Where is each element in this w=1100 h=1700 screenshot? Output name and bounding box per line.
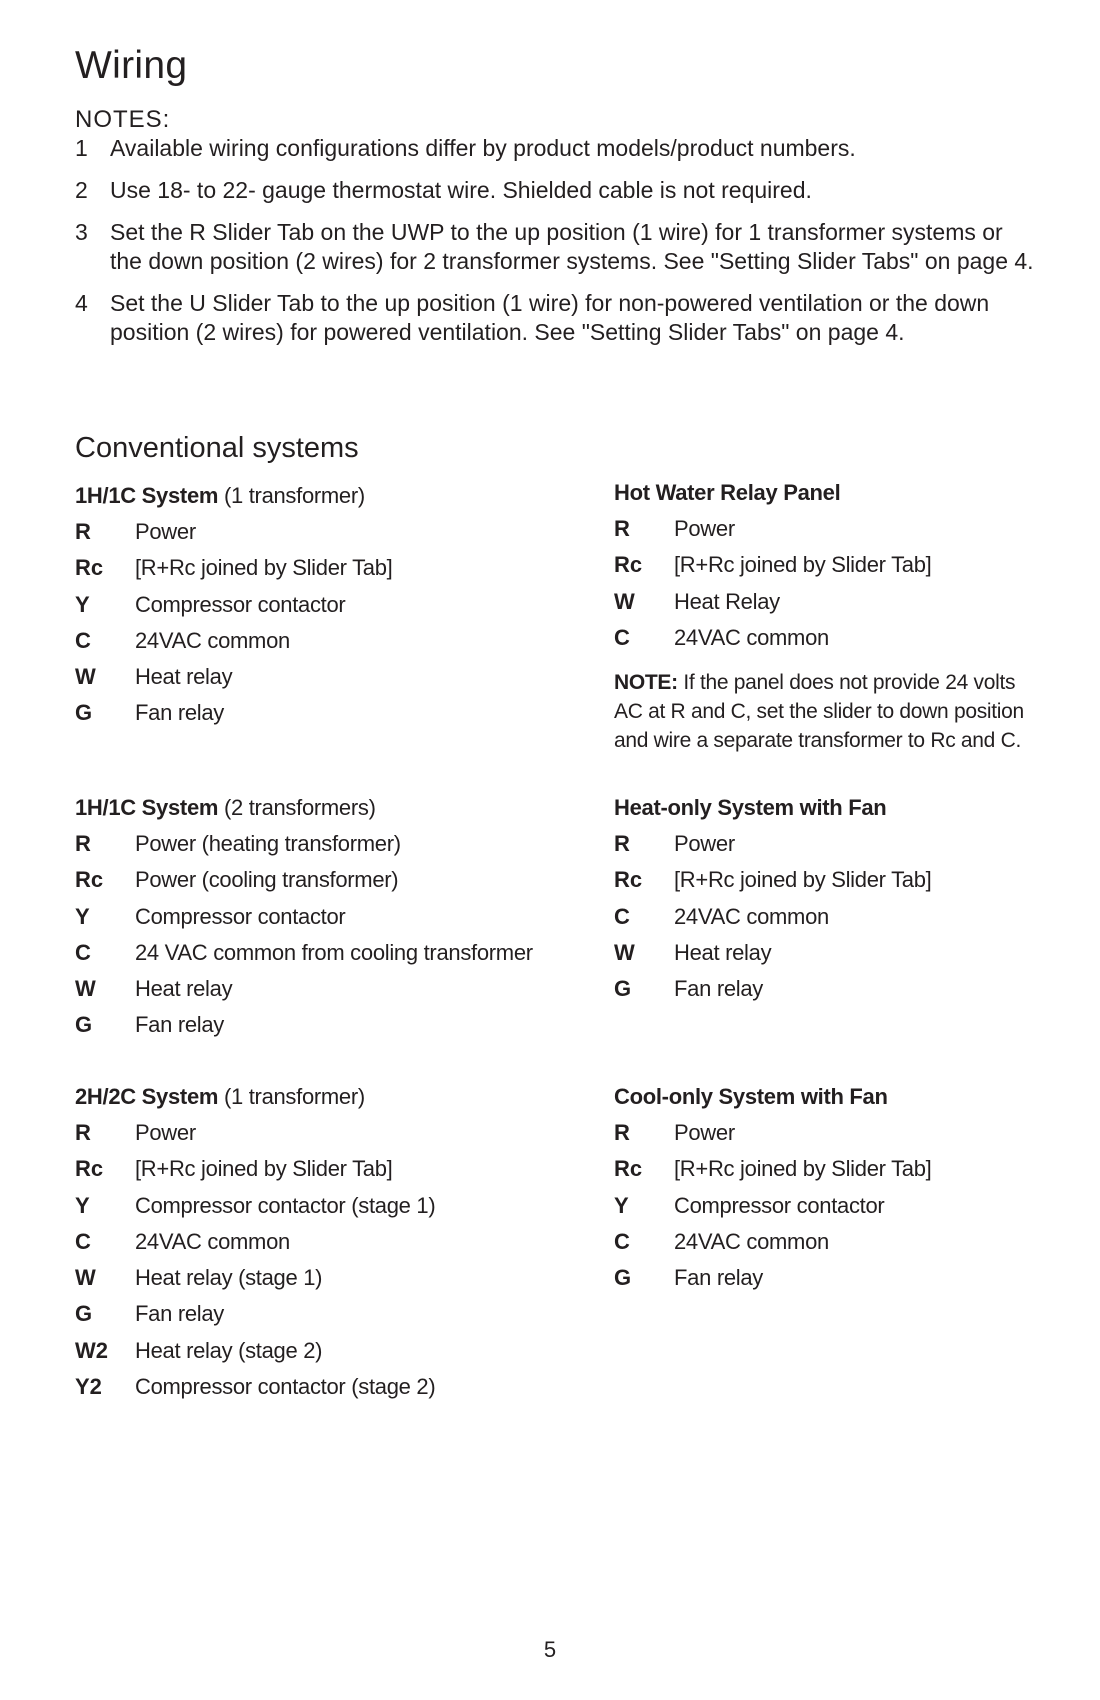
terminal-description: [R+Rc joined by Slider Tab]: [135, 1156, 393, 1182]
note-item: [75, 134, 1035, 163]
terminal-description: [R+Rc joined by Slider Tab]: [674, 867, 932, 893]
terminal-label: Rc: [614, 1156, 643, 1182]
wire-row: [614, 620, 1074, 656]
terminal-label: C: [614, 903, 630, 929]
note-number: 2: [75, 177, 88, 203]
terminal-label: G: [614, 1265, 632, 1291]
wire-row: [75, 899, 535, 935]
wire-row: [75, 587, 535, 623]
wire-row: [614, 584, 1074, 620]
terminal-description: 24 VAC common from cooling transformer: [135, 939, 533, 965]
system-title: 1H/1C System (1 transformer): [75, 483, 365, 508]
terminal-description: Power: [135, 1120, 196, 1145]
terminal-description: Compressor contactor (stage 1): [135, 1192, 436, 1218]
terminal-description: Power: [135, 519, 196, 544]
terminal-description: Fan relay: [674, 1265, 764, 1291]
terminal-label: Rc: [75, 555, 104, 581]
wire-row: [614, 826, 1074, 862]
terminal-label: W2: [75, 1337, 108, 1363]
wire-row: [614, 899, 1074, 935]
terminal-description: Power (heating transformer): [135, 831, 401, 856]
system-title: Cool-only System with Fan: [614, 1084, 888, 1109]
wire-row: [614, 547, 1074, 583]
system-cool-only-with-fan: [614, 1079, 1074, 1296]
terminal-description: Power: [674, 831, 735, 856]
terminal-label: R: [614, 1120, 630, 1145]
terminal-label: G: [614, 976, 632, 1002]
terminal-label: C: [614, 1228, 630, 1254]
note-text: Set the U Slider Tab to the up position (1 wire) for non-powered ventilation or the down position (2 wires) for powered ventilation. See "Setting Slider Tabs" on page 4.: [110, 290, 990, 345]
wire-row: [75, 550, 535, 586]
terminal-label: W: [75, 664, 96, 690]
note-number: 4: [75, 290, 88, 316]
terminal-label: Rc: [614, 552, 643, 578]
terminal-description: Compressor contactor: [135, 591, 346, 617]
terminal-label: W: [75, 1265, 96, 1291]
wire-row: [75, 659, 535, 695]
wire-row: [75, 623, 535, 659]
terminal-label: G: [75, 1012, 93, 1038]
terminal-description: Fan relay: [135, 1012, 225, 1038]
terminal-label: G: [75, 700, 93, 726]
terminal-description: Fan relay: [135, 1301, 225, 1327]
wire-row: [75, 695, 535, 731]
page-title: Wiring: [75, 44, 188, 87]
terminal-description: 24VAC common: [135, 627, 290, 653]
terminal-label: W: [75, 976, 96, 1002]
terminal-description: Power: [674, 516, 735, 541]
wire-row: [75, 1369, 535, 1405]
note-number: 1: [75, 135, 88, 161]
terminal-description: Heat relay (stage 1): [135, 1265, 323, 1291]
terminal-label: Y: [614, 1192, 629, 1218]
terminal-description: Heat Relay: [674, 588, 780, 614]
terminal-description: 24VAC common: [674, 624, 829, 650]
terminal-description: [R+Rc joined by Slider Tab]: [135, 555, 393, 581]
terminal-description: Compressor contactor: [135, 903, 346, 929]
wire-row: [614, 1151, 1074, 1187]
wire-row: [614, 1188, 1074, 1224]
terminal-description: Compressor contactor (stage 2): [135, 1374, 436, 1400]
terminal-label: Rc: [75, 867, 104, 893]
terminal-label: C: [75, 1228, 91, 1254]
terminal-description: Fan relay: [135, 700, 225, 726]
terminal-description: Heat relay (stage 2): [135, 1337, 323, 1363]
terminal-description: Heat relay: [135, 976, 233, 1002]
terminal-label: Y: [75, 1192, 90, 1218]
terminal-label: G: [75, 1301, 93, 1327]
terminal-label: C: [75, 627, 91, 653]
system-title: Heat-only System with Fan: [614, 795, 887, 820]
terminal-description: Heat relay: [674, 939, 772, 965]
wire-row: [614, 1260, 1074, 1296]
wire-row: [614, 511, 1074, 547]
wire-row: [75, 1224, 535, 1260]
notes-heading: NOTES:: [75, 106, 171, 133]
system-title: Hot Water Relay Panel: [614, 480, 841, 505]
terminal-label: R: [75, 1120, 91, 1145]
terminal-label: Y: [75, 903, 90, 929]
terminal-label: R: [614, 516, 630, 541]
terminal-description: Heat relay: [135, 664, 233, 690]
wire-row: [75, 1188, 535, 1224]
section-heading: Conventional systems: [75, 432, 359, 464]
note-item: [75, 176, 1035, 205]
wire-row: [614, 1115, 1074, 1151]
system-1h1c-2-transformers: [75, 790, 535, 1044]
system-hot-water-relay-panel: [614, 475, 1074, 755]
system-note: [614, 668, 1044, 755]
wire-row: [75, 1296, 535, 1332]
wire-row: [75, 862, 535, 898]
wire-row: [75, 1333, 535, 1369]
terminal-label: Rc: [614, 867, 643, 893]
wire-row: [75, 1151, 535, 1187]
system-title: 1H/1C System (2 transformers): [75, 795, 376, 820]
terminal-label: W: [614, 939, 635, 965]
terminal-label: Y: [75, 591, 90, 617]
note-text: Use 18- to 22- gauge thermostat wire. Shielded cable is not required.: [110, 177, 812, 203]
wire-row: [75, 935, 535, 971]
system-1h1c-1-transformer: [75, 478, 535, 732]
system-2h2c-1-transformer: [75, 1079, 535, 1405]
note-label: NOTE:: [614, 671, 678, 695]
note-body: If the panel does not provide 24 volts AC at R and C, set the slider to down position and wire a separate transformer to Rc and C.: [614, 671, 1024, 753]
wire-row: [75, 1115, 535, 1151]
terminal-label: R: [614, 831, 630, 856]
terminal-description: Power (cooling transformer): [135, 867, 399, 893]
wire-row: [75, 1260, 535, 1296]
wire-row: [614, 862, 1074, 898]
terminal-label: C: [614, 624, 630, 650]
page-number: 5: [543, 1637, 557, 1662]
terminal-label: W: [614, 588, 635, 614]
terminal-description: Fan relay: [674, 976, 764, 1002]
terminal-description: 24VAC common: [674, 903, 829, 929]
notes-list: [75, 134, 1035, 360]
terminal-description: Power: [674, 1120, 735, 1145]
note-item: [75, 289, 1035, 347]
terminal-label: Rc: [75, 1156, 104, 1182]
terminal-label: R: [75, 831, 91, 856]
system-heat-only-with-fan: [614, 790, 1074, 1007]
terminal-label: C: [75, 939, 91, 965]
wire-row: [75, 1007, 535, 1043]
terminal-description: [R+Rc joined by Slider Tab]: [674, 552, 932, 578]
terminal-description: 24VAC common: [135, 1228, 290, 1254]
terminal-description: 24VAC common: [674, 1228, 829, 1254]
terminal-description: Compressor contactor: [674, 1192, 885, 1218]
wire-row: [614, 1224, 1074, 1260]
note-item: [75, 218, 1035, 276]
note-number: 3: [75, 219, 88, 245]
terminal-label: R: [75, 519, 91, 544]
note-text: Available wiring configurations differ by product models/product numbers.: [110, 135, 856, 161]
note-text: Set the R Slider Tab on the UWP to the up position (1 wire) for 1 transformer systems or the down position (2 wires) for 2 transformer systems. See "Setting Slider Tabs" on page 4.: [110, 219, 1034, 274]
wire-row: [614, 971, 1074, 1007]
terminal-description: [R+Rc joined by Slider Tab]: [674, 1156, 932, 1182]
wire-row: [75, 826, 535, 862]
wire-row: [75, 971, 535, 1007]
system-title: 2H/2C System (1 transformer): [75, 1084, 365, 1109]
wire-row: [75, 514, 535, 550]
terminal-label: Y2: [75, 1374, 102, 1400]
wire-row: [614, 935, 1074, 971]
